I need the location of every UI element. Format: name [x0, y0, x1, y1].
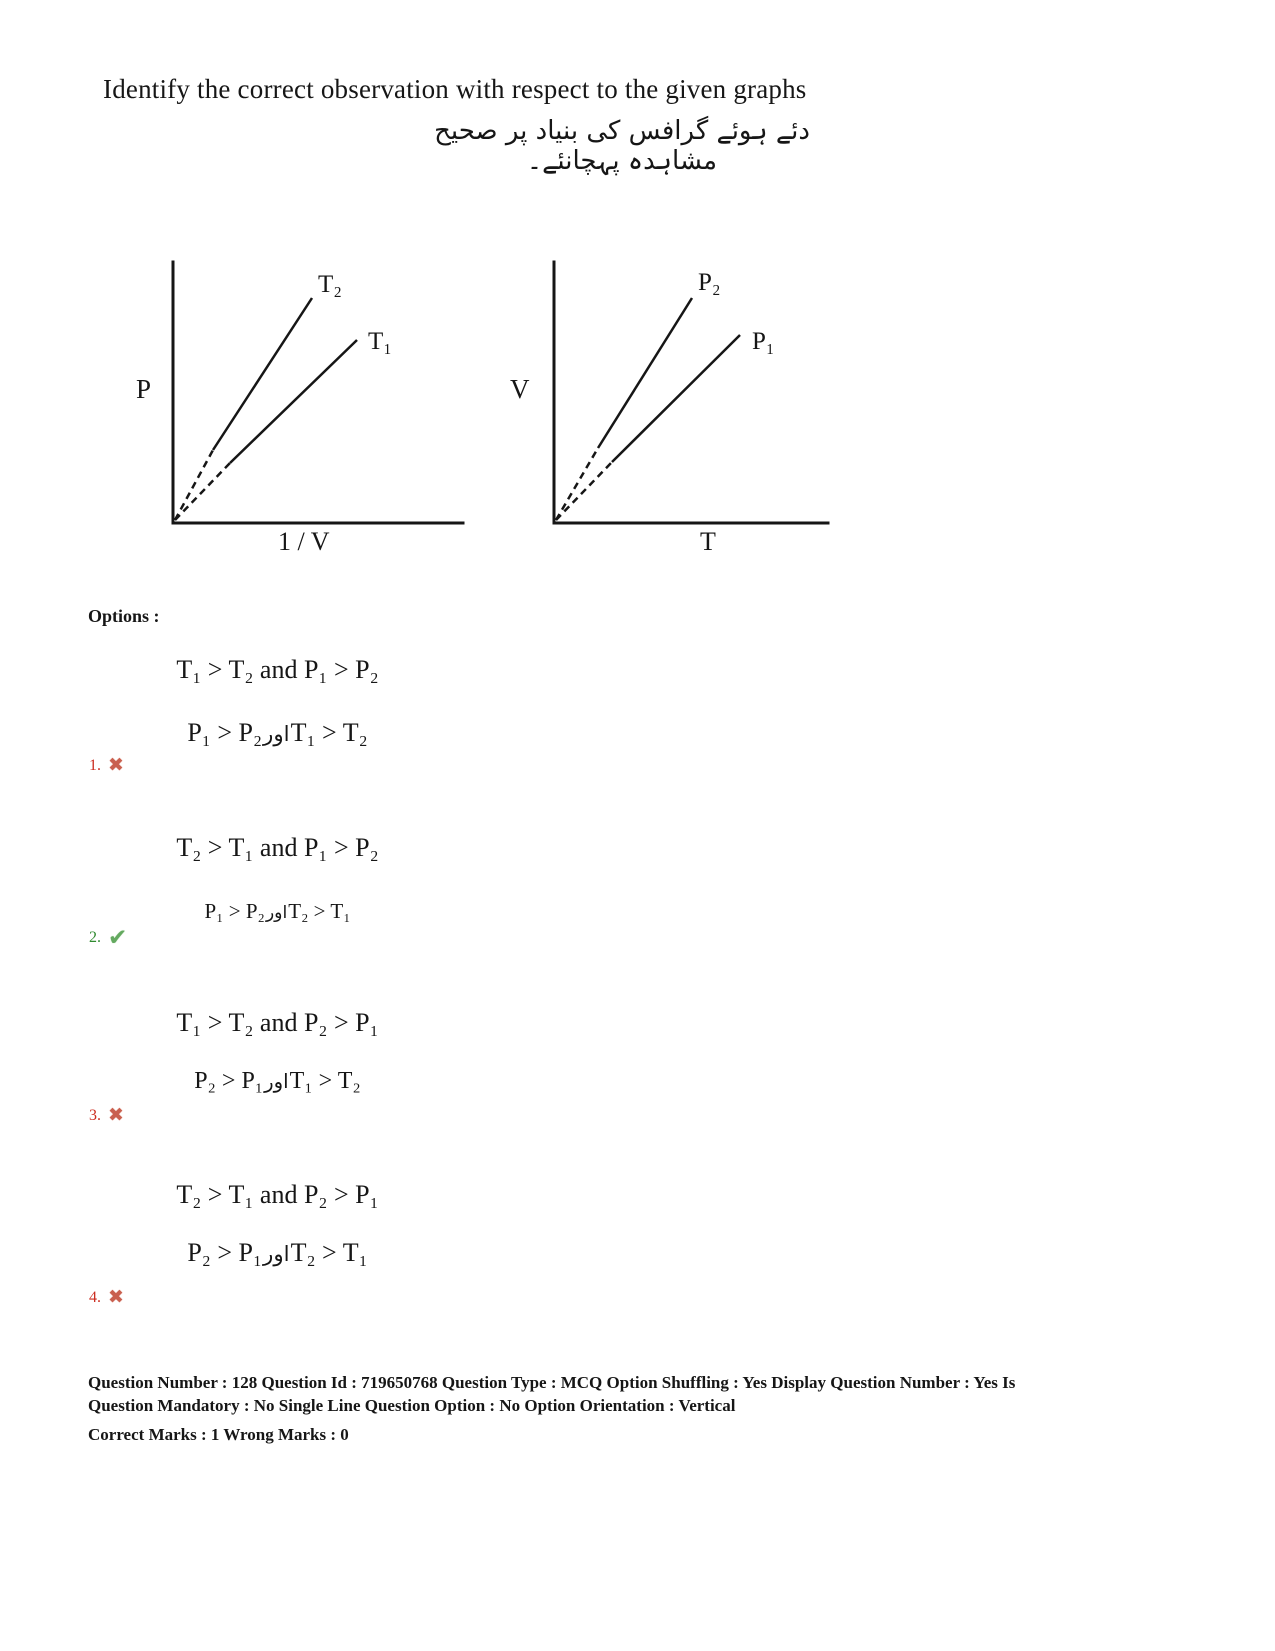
option-3-mixed-urdu-and: اور — [264, 1070, 289, 1093]
correct-answer-icon: ✔ — [108, 925, 128, 950]
option-4-mixed-urdu-and: اور — [263, 1242, 290, 1267]
options-header: Options : — [88, 606, 160, 626]
option-3-english-line: T₁ > T₂ and P₂ > P₁ — [176, 1008, 379, 1037]
option-4-urdu-line — [0, 1238, 555, 1268]
p2-line-label: P₂ — [698, 269, 721, 296]
one-over-v-axis-label: 1 / V — [278, 527, 330, 553]
option-3-number: 3. — [89, 1106, 101, 1124]
option-2-result — [89, 926, 127, 949]
wrong-answer-icon: ✖ — [108, 1287, 124, 1308]
option-2-urdu-line — [0, 899, 555, 924]
option-3-mixed-right: T₁ > T₂ — [289, 1068, 361, 1094]
v-axis-label: V — [510, 374, 530, 404]
option-1-mixed-right: T₁ > T₂ — [290, 718, 368, 747]
option-2-mixed-urdu-and: اور — [265, 903, 288, 923]
option-3-result — [89, 1106, 124, 1125]
option-4-result — [89, 1288, 124, 1307]
p1-line-dashed — [556, 462, 612, 520]
question-metadata-line1: Question Number : 128 Question Id : 719650768 Question Type : MCQ Option Shuffling : Yes Display Question Number : Yes Is — [88, 1373, 1016, 1392]
wrong-answer-icon: ✖ — [108, 755, 124, 776]
option-1-mixed-left: P₁ > P₂ — [187, 718, 263, 747]
option-1-english-line: T₁ > T₂ and P₁ > P₂ — [176, 655, 379, 684]
option-1-number: 1. — [89, 756, 101, 774]
option-2-english-line: T₂ > T₁ and P₁ > P₂ — [176, 833, 379, 862]
question-metadata — [88, 1371, 1138, 1446]
question-title: Identify the correct observation with respect to the given graphs — [103, 74, 807, 104]
option-4-mixed-right: T₂ > T₁ — [290, 1238, 368, 1267]
p1-line — [612, 335, 740, 462]
option-4-number: 4. — [89, 1288, 101, 1306]
option-1-urdu-line — [0, 718, 555, 748]
right-graph-v-vs-t — [470, 248, 840, 553]
left-graph-p-vs-1overV — [128, 248, 473, 553]
t1-line-dashed — [175, 463, 230, 520]
p-axis-label: P — [136, 374, 152, 404]
p2-line — [598, 298, 692, 448]
option-3-urdu-line — [0, 1068, 555, 1095]
option-3-mixed-left: P₂ > P₁ — [194, 1068, 264, 1094]
t2-line-label: T₂ — [318, 271, 342, 298]
option-4-english-line: T₂ > T₁ and P₂ > P₁ — [176, 1180, 379, 1209]
t2-line — [213, 298, 312, 450]
p1-line-label: P₁ — [752, 328, 775, 355]
t1-line-label: T₁ — [368, 328, 392, 355]
question-title-urdu: دئے ہوئے گرافس کی بنیاد پر صحیح مشاہدہ پہچانئے۔ — [434, 116, 810, 176]
wrong-answer-icon: ✖ — [108, 1105, 124, 1126]
question-metadata-line2: Question Mandatory : No Single Line Question Option : No Option Orientation : Vertical — [88, 1396, 736, 1415]
question-marks-line: Correct Marks : 1 Wrong Marks : 0 — [88, 1425, 349, 1444]
option-2-mixed-right: T₂ > T₁ — [288, 899, 351, 923]
option-2-number: 2. — [89, 928, 101, 946]
t1-line — [230, 340, 357, 463]
option-2-mixed-left: P₁ > P₂ — [204, 899, 265, 923]
option-1-mixed-urdu-and: اور — [263, 722, 290, 747]
option-4-mixed-left: P₂ > P₁ — [187, 1238, 263, 1267]
t2-line-dashed — [175, 450, 213, 520]
option-1-result — [89, 756, 124, 775]
left-graph-axes — [173, 262, 463, 523]
t-axis-label: T — [700, 527, 716, 553]
